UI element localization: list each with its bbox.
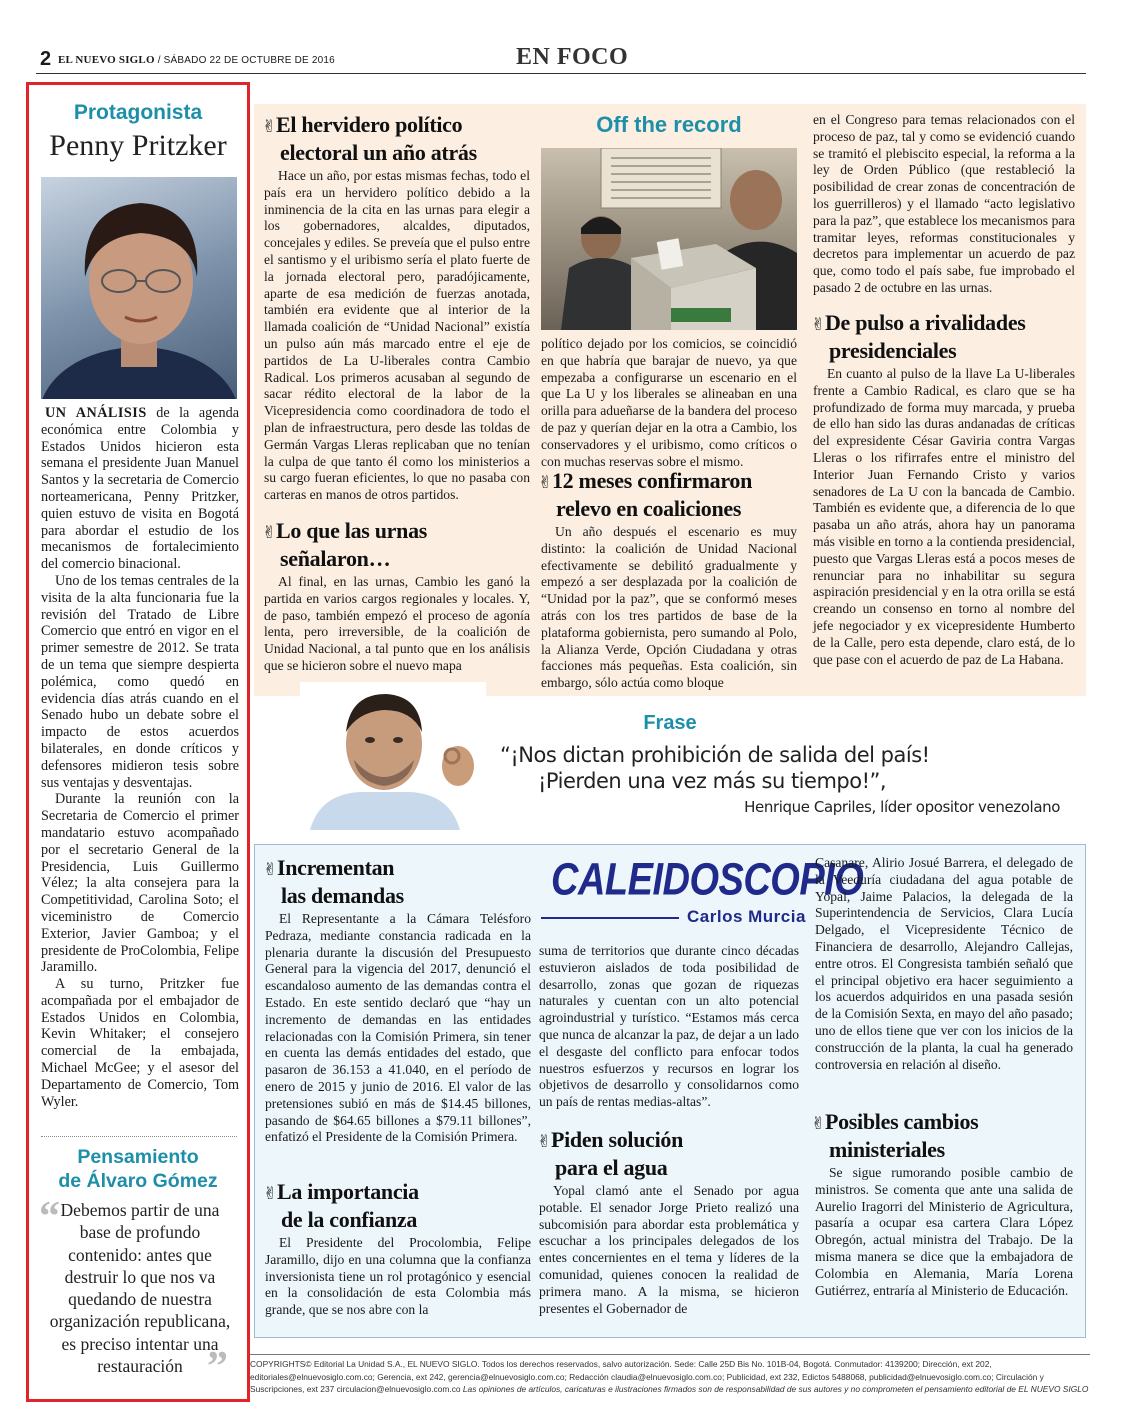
victory-hand-icon: ✌ — [538, 473, 552, 493]
headline-line: Incrementan — [276, 855, 395, 880]
frase-quote — [500, 742, 1060, 794]
ballot-photo — [541, 148, 797, 330]
headline — [262, 518, 532, 572]
portrait-photo — [41, 177, 237, 399]
headline-line: para el agua — [555, 1155, 668, 1180]
headline-line: relevo en coaliciones — [556, 496, 742, 521]
caleidoscopio-logo: CALEIDOSCOPIO — [551, 855, 864, 906]
victory-hand-icon: ✌ — [811, 1114, 825, 1134]
portrait-illustration — [41, 177, 237, 399]
pensamiento-title — [29, 1145, 247, 1193]
article-column — [813, 112, 1075, 297]
pensamiento-title-line: de Álvaro Gómez — [58, 1170, 218, 1192]
divider — [541, 917, 679, 919]
headline-line: de la confianza — [281, 1207, 418, 1232]
article-paragraph: A su turno, Pritzker fue acompañada por el embajador de Estados Unidos en Colombia, Kevin Whitaker; el consejero comercial de la embajada, Michael McGee; y el asesor del Departamento de Comercio, Tom Wyler. — [41, 976, 239, 1110]
article-column — [815, 855, 1073, 1073]
paragraph-text: de la agenda económica entre Colombia y Estados Unidos hicieron esta semana el presidente Juan Manuel Santos y la secretaria de Comercio norteamericana, Penny Pritzker, quien estuvo de visita en Bogotá para abordar el estudio de los mecanismos de fortalecimiento del comercio binacional. — [41, 405, 240, 573]
headline-line: 12 meses confirmaron — [551, 468, 753, 493]
article-column — [264, 168, 530, 504]
headline-line: las demandas — [281, 883, 404, 908]
headline — [538, 468, 808, 522]
column-author: Carlos Murcia — [687, 907, 806, 926]
pensamiento-quote: Debemos partir de una base de profundo contenido: antes que destruir lo que nos va quedando de nuestra organización republicana, es preciso intentar una restauración — [49, 1200, 231, 1377]
article-paragraph: político dejado por los comicios, se coincidió en que habría que barajar de nuevo, ya que empezaba a configurarse un escenario en el que La U y los liberales se alineaban en una orilla para adueñarse de la bandera del proceso de paz y querían dejar en la otra a Cambio, los conservadores y el uribismo, como críticos o con muchas reservas sobre el mismo. — [541, 336, 797, 469]
publication-name: EL NUEVO SIGLO — [58, 54, 155, 66]
ballot-illustration — [541, 148, 797, 330]
headline-line: Piden solución — [550, 1127, 684, 1152]
divider — [41, 1136, 237, 1137]
capriles-illustration — [300, 682, 486, 830]
frase-line: “¡Nos dictan prohibición de salida del país! — [500, 743, 930, 767]
victory-hand-icon: ✌ — [262, 117, 276, 137]
article-paragraph: Hace un año, por estas mismas fechas, todo el país era un hervidero político debido a la inminencia de la cita en las urnas para elegir a los gobernadores, alcaldes, diputados, concejales y ediles. Se preveía que el pulso entre el santismo y el uribismo sería el plato fuerte de la jornada electoral pero, paradójicamente, aparte de esa medición de fuerzas anotada, también era evidente que al interior de la llamada coalición de “Unidad Nacional” existía un pulso aún más marcado entre el eje de partidos de La U-liberales contra Cambio Radical. Los primeros acusaban al segundo de sacar rédito electoral de la labor de la Vicepresidencia como coordinadora de todo el plan de infraestructura, pero desde las toldas de Germán Vargas Lleras replicaban que no tenían la culpa de que tanto él como los ministerios a su cargo fueran eficientes, lo que no pasaba con carteras en manos de otros partidos. — [264, 168, 530, 503]
article-lead: UN ANÁLISIS — [45, 405, 147, 421]
page-header — [36, 44, 1086, 74]
copyright-footer — [250, 1354, 1090, 1396]
article-column — [541, 524, 797, 692]
headline-line: electoral un año atrás — [280, 140, 477, 165]
edition-date: / SÁBADO 22 DE OCTUBRE DE 2016 — [154, 55, 335, 66]
article-paragraph: Yopal clamó ante el Senado por agua potable. El senador Jorge Prieto realizó una subcomisión para abordar esta problemática y escuchar a los principales delegados de los entes concernientes en el tema y líderes de la comunidad, quienes conocen la realidad de primera mano. A la misma, se hicieron presentes el Gobernador de — [539, 1183, 799, 1316]
headline — [263, 1179, 533, 1233]
victory-hand-icon: ✌ — [262, 523, 276, 543]
headline-line: De pulso a rivalidades — [824, 310, 1026, 335]
protagonista-article — [41, 405, 239, 1110]
article-paragraph: Durante la reunión con la Secretaria de Comercio el primer mandatario estuvo acompañado por el secretario General de la Presidencia, Luis Guillermo Vélez; la alta consejera para la Competitividad, Carolina Soto; el viceministro de Comercio Exterior, Javier Gamboa; y el presidente de ProColombia, Felipe Jaramillo. — [41, 791, 239, 976]
off-the-record-title: Off the record — [596, 112, 742, 137]
close-quote-icon: ” — [207, 1344, 228, 1390]
pensamiento-title-line: Pensamiento — [77, 1146, 199, 1168]
article-paragraph: Al final, en las urnas, Cambio les ganó la partida en varios cargos regionales y locales. Y, de paso, también empezó el proceso de agonía lenta, pero irreversible, de la coalición de Unidad Nacional, a tal punto que en los análisis que se hicieron sobre el nuevo mapa — [264, 574, 530, 673]
article-paragraph: En cuanto al pulso de la llave La U-liberales frente a Cambio Radical, es claro que se ha profundizado de forma muy marcada, y prueba de ello han sido las duras andanadas de críticas del expresidente César Gaviria contra Vargas Lleras o los rifirrafes entre el ministro del Interior Juan Fernando Cristo y varios senadores de La U con la bancada de Cambio. También es evidente que, a diferencia de lo que pasaba un año atrás, ahora hay un panorama más visible en torno a la contienda presidencial, puesto que Vargas Lleras está a pocos meses de renunciar para no inhabilitar su segura aspiración presidencial y en la otra orilla se está creando un consenso en torno al nombre del jefe negociador y ex vicepresidente Humberto de la Calle, pero esta depende, claro está, de lo que pase con el acuerdo de paz de La Habana. — [813, 366, 1075, 667]
headline — [811, 1109, 1083, 1163]
open-quote-icon: “ — [39, 1194, 60, 1240]
article-column — [539, 943, 799, 1111]
headline-line: Posibles cambios — [824, 1109, 979, 1134]
article-paragraph: en el Congreso para temas relacionados con el proceso de paz, tal y como se evidenció cuando se tramitó el plebiscito especial, la reforma a la ley de Orden Público (que restableció la posibilidad de crear zonas de concentración de los guerrilleros) y el llamado “acto legislativo para la paz”, que establece los mecanismos para tramitar leyes, reformas constitucionales y decretos para implementar un acuerdo de paz que, como todo el país sabe, fue improbado el pasado 2 de octubre en las urnas. — [813, 112, 1075, 295]
article-column — [813, 366, 1075, 668]
footer-contact: COPYRIGHTS© Editorial La Unidad S.A., EL NUEVO SIGLO. Todos los derechos reservados, salvo autorización. Sede: Calle 25D Bis No. 101B-04, Bogotá. Conmutador: 4139200; Dirección, ext 202, editoriales@elnuevosiglo.com.co; Gerencia, ext 242, gerencia@elnuevosiglo.com.co; Redacción claudia@elnuevosiglo.com.co; Publicidad, ext 232, Edictos 5488068, publicidad@elnuevosiglo.com.co; Circulación y Suscripciones, ext 237 circulacion@elnuevosiglo.com.co — [250, 1359, 1044, 1394]
article-paragraph: Uno de los temas centrales de la visita de la alta funcionaria fue la revisión del Tratado de Libre Comercio que entró en vigor en el primer semestre de 2012. Se trata de un tema que siempre despierta polémica, como quedó en evidencia días atrás cuando en el Senado hubo un debate sobre el impacto de estos acuerdos bilaterales, en donde críticos y defensores midieron tesis sobre sus ventajas y desventajas. — [41, 572, 239, 791]
frase-attribution: Henrique Capriles, líder opositor venezolano — [744, 798, 1060, 816]
headline — [537, 1127, 807, 1181]
page-number: 2 — [40, 48, 52, 70]
headline-line: La importancia — [276, 1179, 419, 1204]
article-column — [539, 1183, 799, 1317]
headline-line: ministeriales — [829, 1137, 945, 1162]
frase-label: Frase — [643, 712, 697, 734]
protagonista-name: Penny Pritzker — [49, 129, 227, 162]
article-paragraph: Casanare, Alirio Josué Barrera, el delegado de la Veeduría ciudadana del agua potable de Yopal, Jaime Palacios, la delegada de la Superintendencia de Servicios, Clara Lucía Delgado, el Vicepresidente Técnico de Financiera de desarrollo, Alejandro Callejas, entre otros. El Congresista también señaló que el principal objetivo era hacer seguimiento a los acuerdos adquiridos en una pasada sesión de la Comisión Sexta, en mayo del año pasado; uno de ellos tiene que ver con los inicios de la construcción de la planta, la cual ha generado controversia en relación al diseño. — [815, 855, 1073, 1072]
protagonista-kicker: Protagonista — [73, 101, 203, 124]
off-the-record-box — [254, 104, 1086, 696]
article-paragraph: Se sigue rumorando posible cambio de ministros. Se comenta que ante una salida de Aurelio Iragorri del Ministerio de Agricultura, pasaría a ocupar esa cartera Clara López Obregón, actual ministra del Trabajo. De la misma manera se dice que la embajadora de Colombia en Alemania, María Lorena Gutiérrez, entraría al Ministerio de Educación. — [815, 1165, 1073, 1298]
article-paragraph: Un año después el escenario es muy distinto: la coalición de Unidad Nacional efectivamente se debilitó gradualmente y empezó a ser desplazada por la coalición de “Unidad por la paz”, que se conformó meses atrás con los tres partidos de base de la plataforma gobiernista, pero sumando al Polo, la Alianza Verde, Opción Ciudadana y otras facciones más pequeñas. Esta coalición, sin embargo, sólo actúa como bloque — [541, 524, 797, 691]
victory-hand-icon: ✌ — [537, 1132, 551, 1152]
victory-hand-icon: ✌ — [263, 1184, 277, 1204]
article-column — [815, 1165, 1073, 1299]
caleidoscopio-box — [254, 844, 1086, 1338]
protagonista-sidebar — [26, 82, 250, 1402]
victory-hand-icon: ✌ — [263, 860, 277, 880]
masthead-line — [58, 54, 335, 66]
headline-line: presidenciales — [829, 338, 957, 363]
headline-line: El hervidero político — [275, 112, 463, 137]
headline-line: señalaron… — [280, 546, 391, 571]
article-column — [265, 911, 531, 1146]
article-paragraph: El Presidente del Procolombia, Felipe Jaramillo, dijo en una columna que la confianza inversionista tiene un rol protagónico y esencial en la consolidación de esta Colombia más grande, que se nos abre con la — [265, 1235, 531, 1318]
article-column — [264, 574, 530, 675]
article-paragraph — [41, 405, 239, 573]
footer-disclaimer: Las opiniones de artículos, caricaturas e ilustraciones firmados son de responsabilidad de sus autores y no comprometen el pensamiento editorial de EL NUEVO SIGLO — [462, 1384, 1089, 1394]
victory-hand-icon: ✌ — [811, 315, 825, 335]
frase-photo — [300, 682, 486, 830]
headline — [263, 855, 533, 909]
headline — [262, 112, 532, 166]
article-column — [541, 336, 797, 470]
headline-line: Lo que las urnas — [275, 518, 428, 543]
article-paragraph: suma de territorios que durante cinco décadas estuvieron aislados de toda posibilidad de desarrollo, zonas que gozan de riquezas naturales y cuentan con un alto potencial agroindustrial y turístico. “Estamos más cerca que nunca de alcanzar la paz, de dejar a un lado el desgaste del conflicto para enfocar todos nuestros esfuerzos y recursos en lograr los objetivos de desarrollo y consolidarnos como un país de rentas medias-altas”. — [539, 943, 799, 1110]
headline — [811, 310, 1083, 364]
section-title: EN FOCO — [516, 44, 629, 70]
article-column — [265, 1235, 531, 1319]
article-paragraph: El Representante a la Cámara Telésforo Pedraza, mediante constancia radicada en la plenaria durante la discusión del Presupuesto General para la vigencia del 2017, denunció el escandaloso aumento de las demandas contra el Estado. En este sentido declaró que “hay un incremento de demandas en las entidades relacionadas con la Comisión Primera, sin tener en cuenta las demás entidades del estado, que pasaron de 36.153 a 41.040, en el período de enero de 2015 y junio de 2016. El valor de las pretensiones subió en más de $14.45 billones, pasando de $64.65 billones a $79.11 billones”, enfatizó el Presidente de la Comisión Primera. — [265, 911, 531, 1145]
frase-line: ¡Pierden una vez más su tiempo!”, — [538, 769, 887, 793]
